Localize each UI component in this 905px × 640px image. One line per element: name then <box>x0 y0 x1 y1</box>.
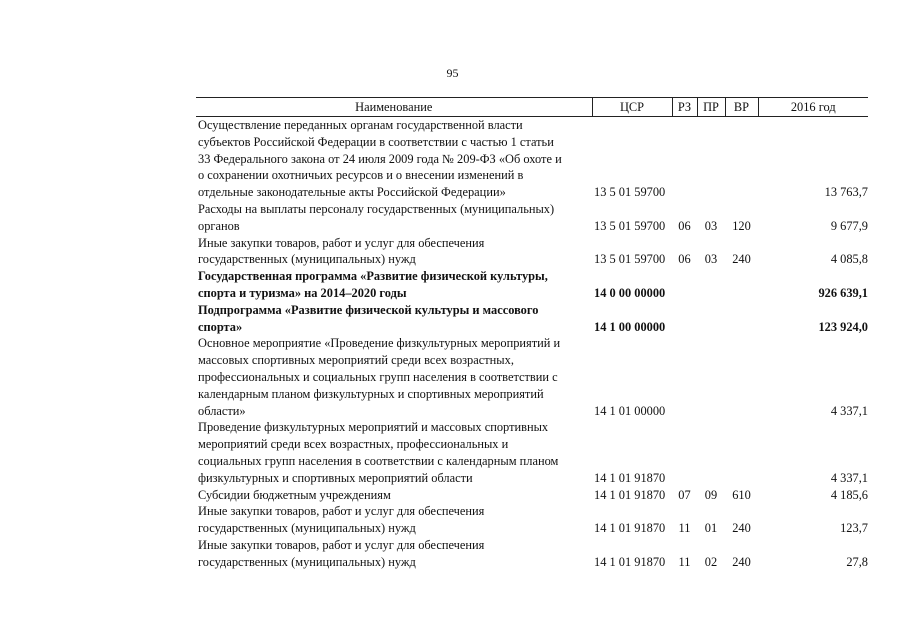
row-vr: 240 <box>732 252 751 267</box>
row-name-line: Государственная программа «Развитие физической культуры, <box>198 269 548 284</box>
row-name-line: субъектов Российской Федерации в соответствии с частью 1 статьи <box>198 134 554 149</box>
row-vr <box>725 302 758 336</box>
row-rz <box>672 268 697 302</box>
row-csr: 13 5 01 59700 <box>594 185 666 200</box>
row-name <box>196 117 592 201</box>
row-csr: 13 5 01 59700 <box>594 252 666 267</box>
row-name-line: спорта и туризма» на 2014–2020 годы <box>198 285 407 300</box>
row-name-line: о сохранении охотничьих ресурсов и о внесении изменений в <box>198 168 524 183</box>
row-pr: 03 <box>704 252 718 267</box>
row-rz: 11 <box>678 554 691 569</box>
row-amount: 4 185,6 <box>830 487 868 502</box>
row-name-line: Подпрограмма «Развитие физической культуры и массового <box>198 302 539 317</box>
row-amount: 4 337,1 <box>830 403 868 418</box>
row-pr: 03 <box>704 218 718 233</box>
row-name-line: мероприятий среди всех возрастных, профессиональных и <box>198 437 509 452</box>
row-name <box>196 235 592 269</box>
row-name <box>196 201 592 235</box>
row-rz <box>672 335 697 419</box>
table-row <box>196 268 868 302</box>
row-pr: 02 <box>704 554 718 569</box>
row-name-line: государственных (муниципальных) нужд <box>198 554 416 569</box>
table-row <box>196 537 868 571</box>
row-rz: 06 <box>678 252 691 267</box>
table-row <box>196 419 868 486</box>
row-rz: 11 <box>678 521 691 536</box>
table-header-row <box>196 98 868 117</box>
row-amount: 13 763,7 <box>824 185 868 200</box>
table-row <box>196 503 868 537</box>
row-name-line: календарным планом физкультурных и спортивных мероприятий <box>198 386 544 401</box>
row-amount: 123 924,0 <box>818 319 868 334</box>
row-csr: 14 1 00 00000 <box>594 319 666 334</box>
header-rz: РЗ <box>672 98 697 117</box>
row-vr <box>725 335 758 419</box>
row-pr <box>697 268 725 302</box>
row-vr: 610 <box>732 487 751 502</box>
row-name-line: спорта» <box>198 319 243 334</box>
table-body <box>196 117 868 571</box>
row-rz: 06 <box>678 218 691 233</box>
row-vr: 120 <box>732 218 751 233</box>
row-amount: 27,8 <box>846 554 868 569</box>
row-vr <box>725 268 758 302</box>
header-vr: ВР <box>725 98 758 117</box>
row-name-line: Расходы на выплаты персоналу государственных (муниципальных) <box>198 201 555 216</box>
row-name-line: социальных групп населения в соответствии с календарным планом <box>198 453 559 468</box>
row-csr: 14 1 01 91870 <box>594 521 666 536</box>
row-pr: 09 <box>704 487 718 502</box>
row-csr: 14 1 01 00000 <box>594 403 666 418</box>
row-name-line: государственных (муниципальных) нужд <box>198 521 416 536</box>
header-name: Наименование <box>196 98 592 117</box>
row-rz <box>672 419 697 486</box>
row-csr: 14 0 00 00000 <box>594 285 666 300</box>
row-name <box>196 503 592 537</box>
row-name-line: Основное мероприятие «Проведение физкультурных мероприятий и <box>198 336 561 351</box>
row-csr: 14 1 01 91870 <box>594 487 666 502</box>
row-amount: 9 677,9 <box>830 218 868 233</box>
row-name-line: Иные закупки товаров, работ и услуг для обеспечения <box>198 537 485 552</box>
header-pr: ПР <box>697 98 725 117</box>
row-name-line: Субсидии бюджетным учреждениям <box>198 487 391 502</box>
table-row <box>196 117 868 201</box>
row-name <box>196 335 592 419</box>
row-name-line: Иные закупки товаров, работ и услуг для обеспечения <box>198 235 485 250</box>
table-row <box>196 235 868 269</box>
row-pr: 01 <box>704 521 718 536</box>
row-name-line: 33 Федерального закона от 24 июля 2009 года № 209-ФЗ «Об охоте и <box>198 151 562 166</box>
row-pr <box>697 335 725 419</box>
table-row <box>196 335 868 419</box>
row-rz: 07 <box>678 487 691 502</box>
row-name-line: Иные закупки товаров, работ и услуг для обеспечения <box>198 504 485 519</box>
row-name-line: физкультурных и спортивных мероприятий области <box>198 470 473 485</box>
row-name-line: области» <box>198 403 246 418</box>
row-name-line: Проведение физкультурных мероприятий и массовых спортивных <box>198 420 549 435</box>
table-row <box>196 201 868 235</box>
row-vr <box>725 117 758 201</box>
row-csr: 14 1 01 91870 <box>594 554 666 569</box>
row-name <box>196 419 592 486</box>
row-vr <box>725 419 758 486</box>
row-csr: 13 5 01 59700 <box>594 218 666 233</box>
budget-table <box>196 97 868 571</box>
row-pr <box>697 419 725 486</box>
row-name <box>196 537 592 571</box>
row-name-line: массовых спортивных мероприятий среди всех возрастных, <box>198 353 514 368</box>
row-amount: 4 085,8 <box>830 252 868 267</box>
row-pr <box>697 117 725 201</box>
row-pr <box>697 302 725 336</box>
row-name <box>196 268 592 302</box>
row-rz <box>672 302 697 336</box>
header-csr: ЦСР <box>592 98 672 117</box>
row-name-line: профессиональных и социальных групп населения в соответствии с <box>198 369 558 384</box>
row-name <box>196 487 592 504</box>
table-row <box>196 487 868 504</box>
row-csr: 14 1 01 91870 <box>594 470 666 485</box>
row-amount: 926 639,1 <box>818 285 868 300</box>
row-name-line: отдельные законодательные акты Российской Федерации» <box>198 185 506 200</box>
row-name-line: органов <box>198 218 240 233</box>
row-rz <box>672 117 697 201</box>
row-amount: 4 337,1 <box>830 470 868 485</box>
header-year: 2016 год <box>758 98 868 117</box>
row-name <box>196 302 592 336</box>
row-vr: 240 <box>732 521 751 536</box>
row-name-line: государственных (муниципальных) нужд <box>198 252 416 267</box>
row-vr: 240 <box>732 554 751 569</box>
row-amount: 123,7 <box>840 521 868 536</box>
row-name-line: Осуществление переданных органам государственной власти <box>198 118 523 132</box>
page-number: 95 <box>446 66 459 80</box>
table-row <box>196 302 868 336</box>
